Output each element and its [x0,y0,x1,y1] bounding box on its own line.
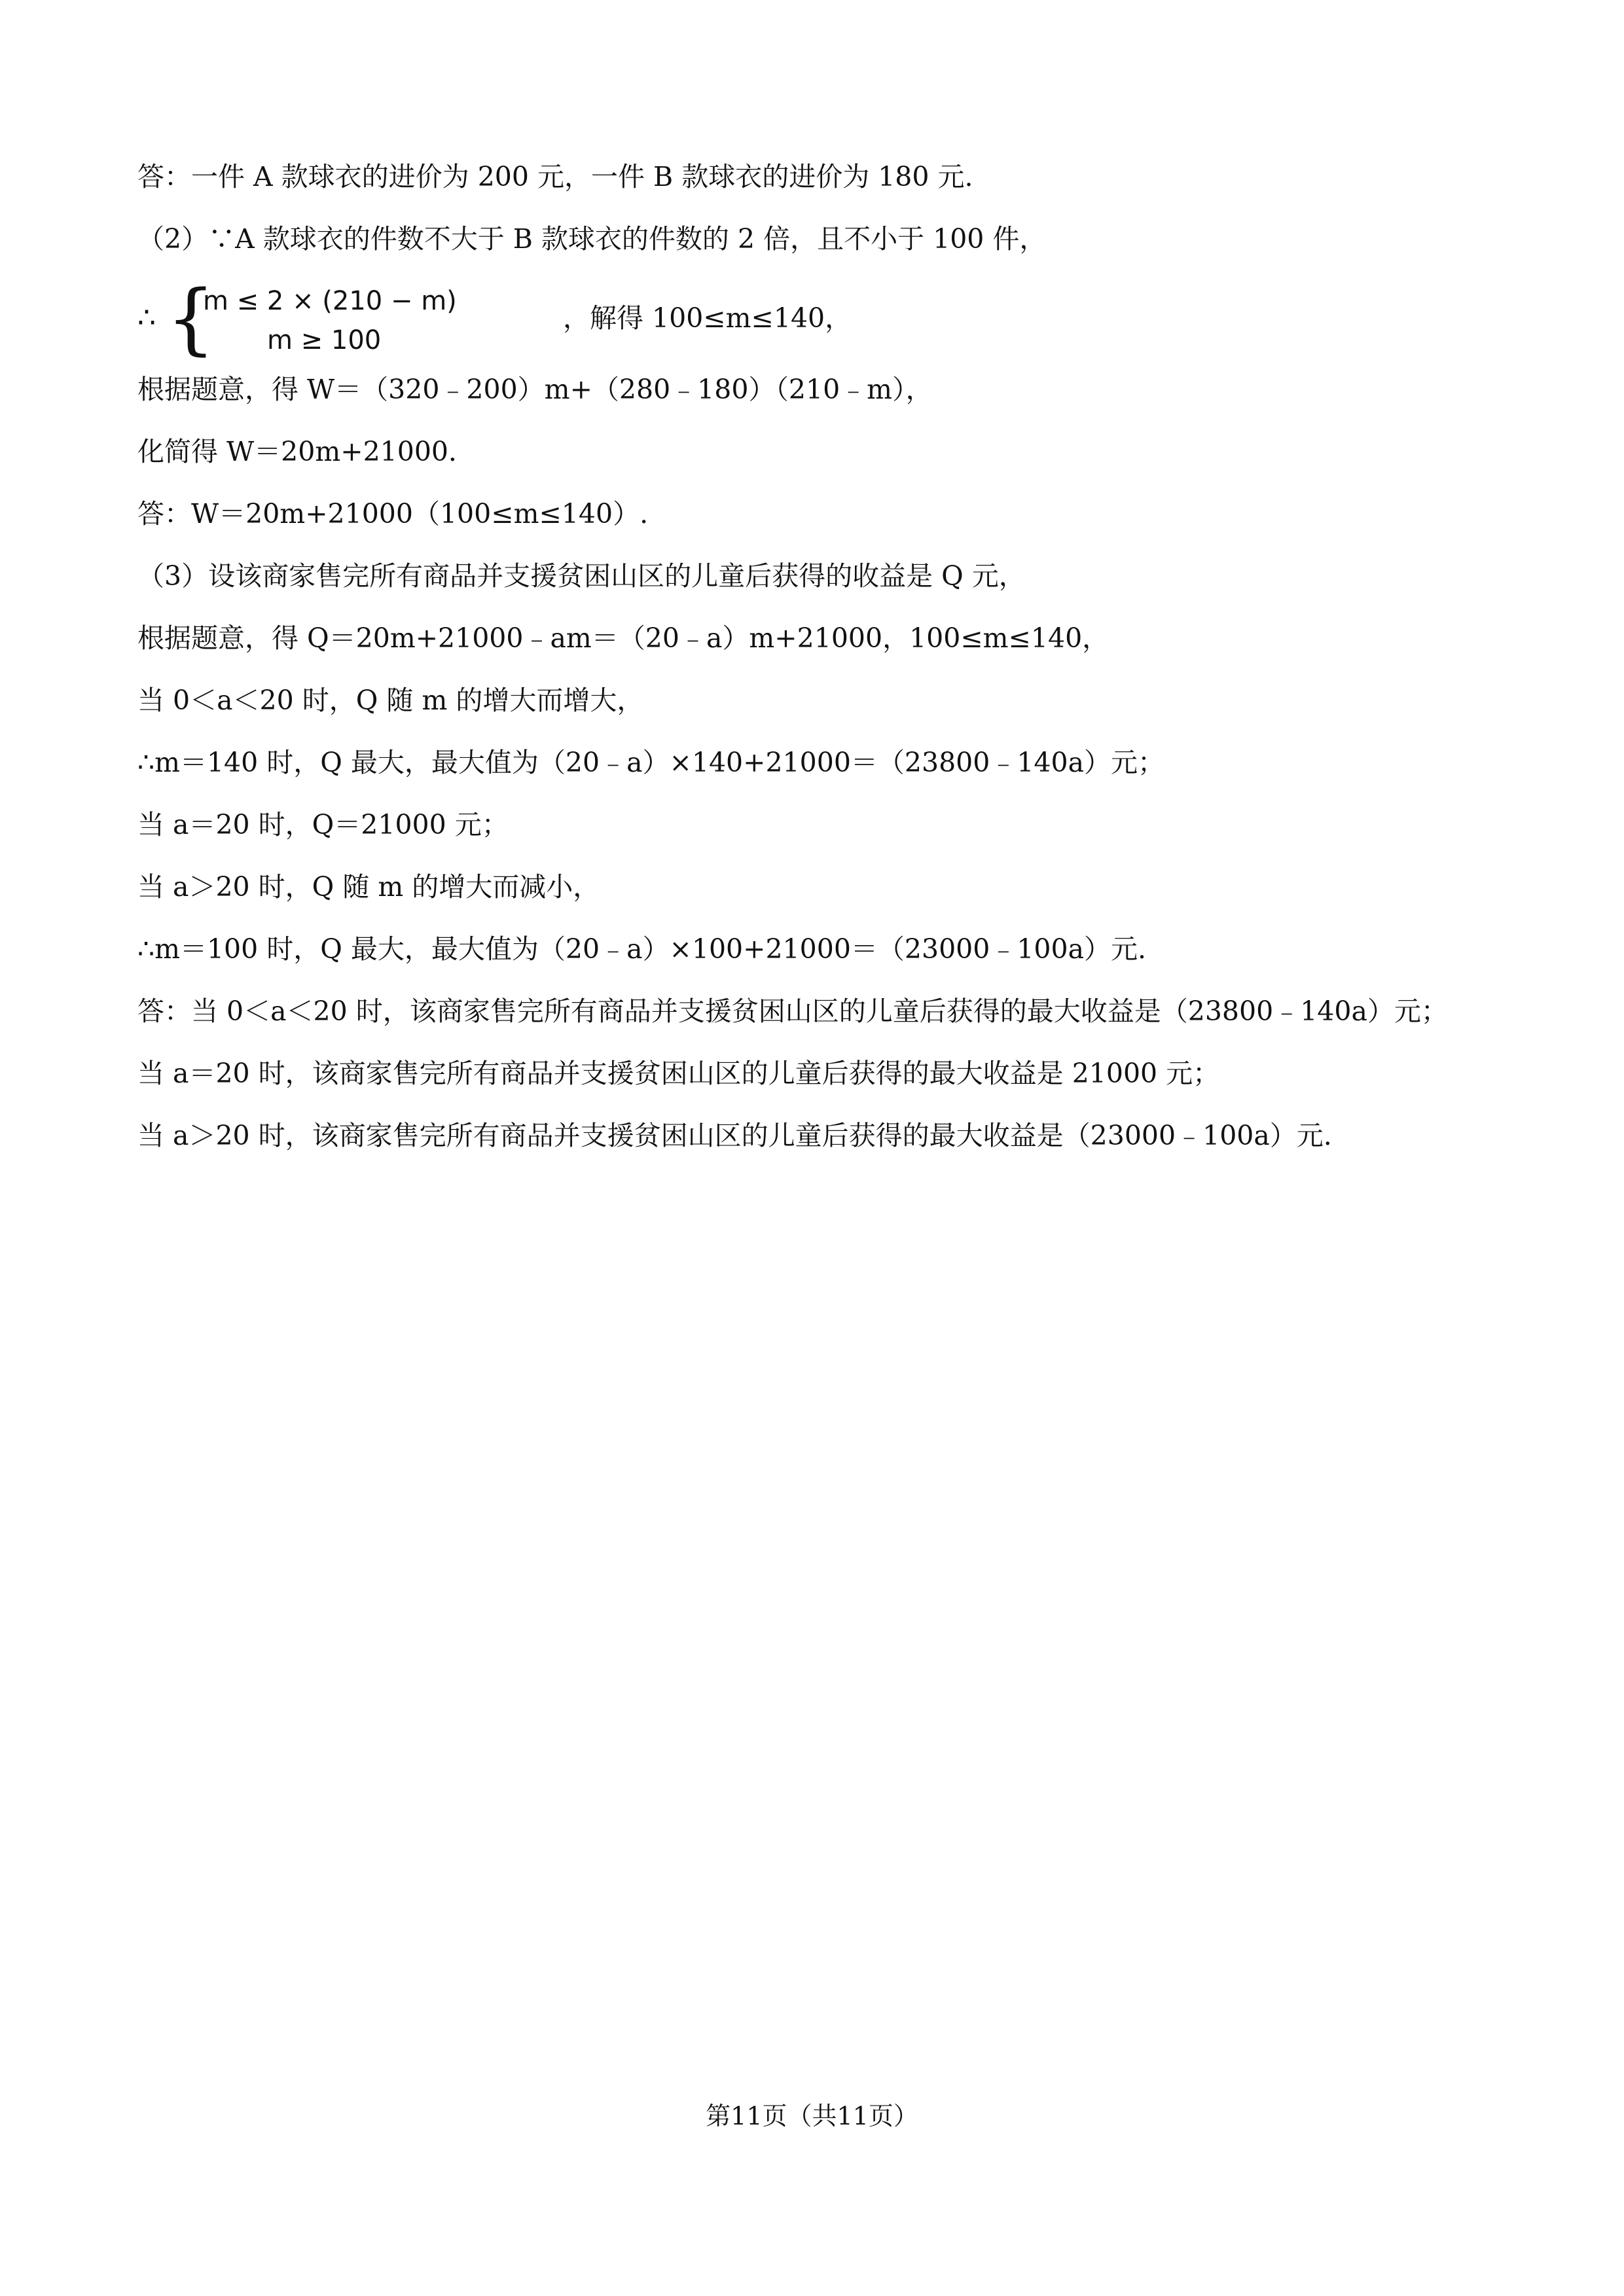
case-a-greater-20-max: ∴m＝100 时，Q 最大，最大值为（20﹣a）×100+21000＝（23000﹣100a）元. [137,933,1147,965]
case-a-less-20: 当 0＜a＜20 时，Q 随 m 的增大而增大， [137,685,644,716]
therefore-symbol: ∴ [137,301,156,334]
inequality-solution: ，解得 100≤m≤140， [563,302,852,334]
final-answer-3: 当 a＞20 时，该商家售完所有商品并支援贫困山区的儿童后获得的最大收益是（23000﹣100a）元. [137,1120,1332,1151]
case-a-less-20-max: ∴m＝140 时，Q 最大，最大值为（20﹣a）×140+21000＝（23800﹣140a）元； [137,747,1165,778]
w-expression: 根据题意，得 W＝（320﹣200）m+（280﹣180）（210﹣m）， [137,374,933,405]
inequality-row-2: m ≥ 100 [267,325,382,355]
q-expression: 根据题意，得 Q＝20m+21000﹣am＝（20﹣a）m+21000，100≤m≤140， [137,622,1110,654]
part2-condition: （2）∵A 款球衣的件数不大于 B 款球衣的件数的 2 倍，且不小于 100 件， [137,223,1047,255]
part3-setup: （3）设该商家售完所有商品并支援贫困山区的儿童后获得的收益是 Q 元， [137,560,1026,592]
inequality-row-1: m ≤ 2 × (210 − m) [203,286,457,316]
page-number-footer: 第11页（共11页） [706,2102,918,2130]
left-brace: { [166,273,216,363]
final-answer-1: 答：当 0＜a＜20 时，该商家售完所有商品并支援贫困山区的儿童后获得的最大收益是（23800﹣140a）元； [137,996,1448,1027]
case-a-equal-20: 当 a＝20 时，Q＝21000 元； [137,809,509,840]
w-simplified: 化简得 W＝20m+21000． [137,436,476,467]
final-answer-2: 当 a＝20 时，该商家售完所有商品并支援贫困山区的儿童后获得的最大收益是 21000 元； [137,1058,1220,1089]
case-a-greater-20: 当 a＞20 时，Q 随 m 的增大而减小， [137,871,600,903]
answer-part1: 答：一件 A 款球衣的进价为 200 元，一件 B 款球衣的进价为 180 元. [137,161,973,192]
inequality-system [137,273,1538,363]
answer-part2: 答：W＝20m+21000（100≤m≤140）. [137,498,649,529]
